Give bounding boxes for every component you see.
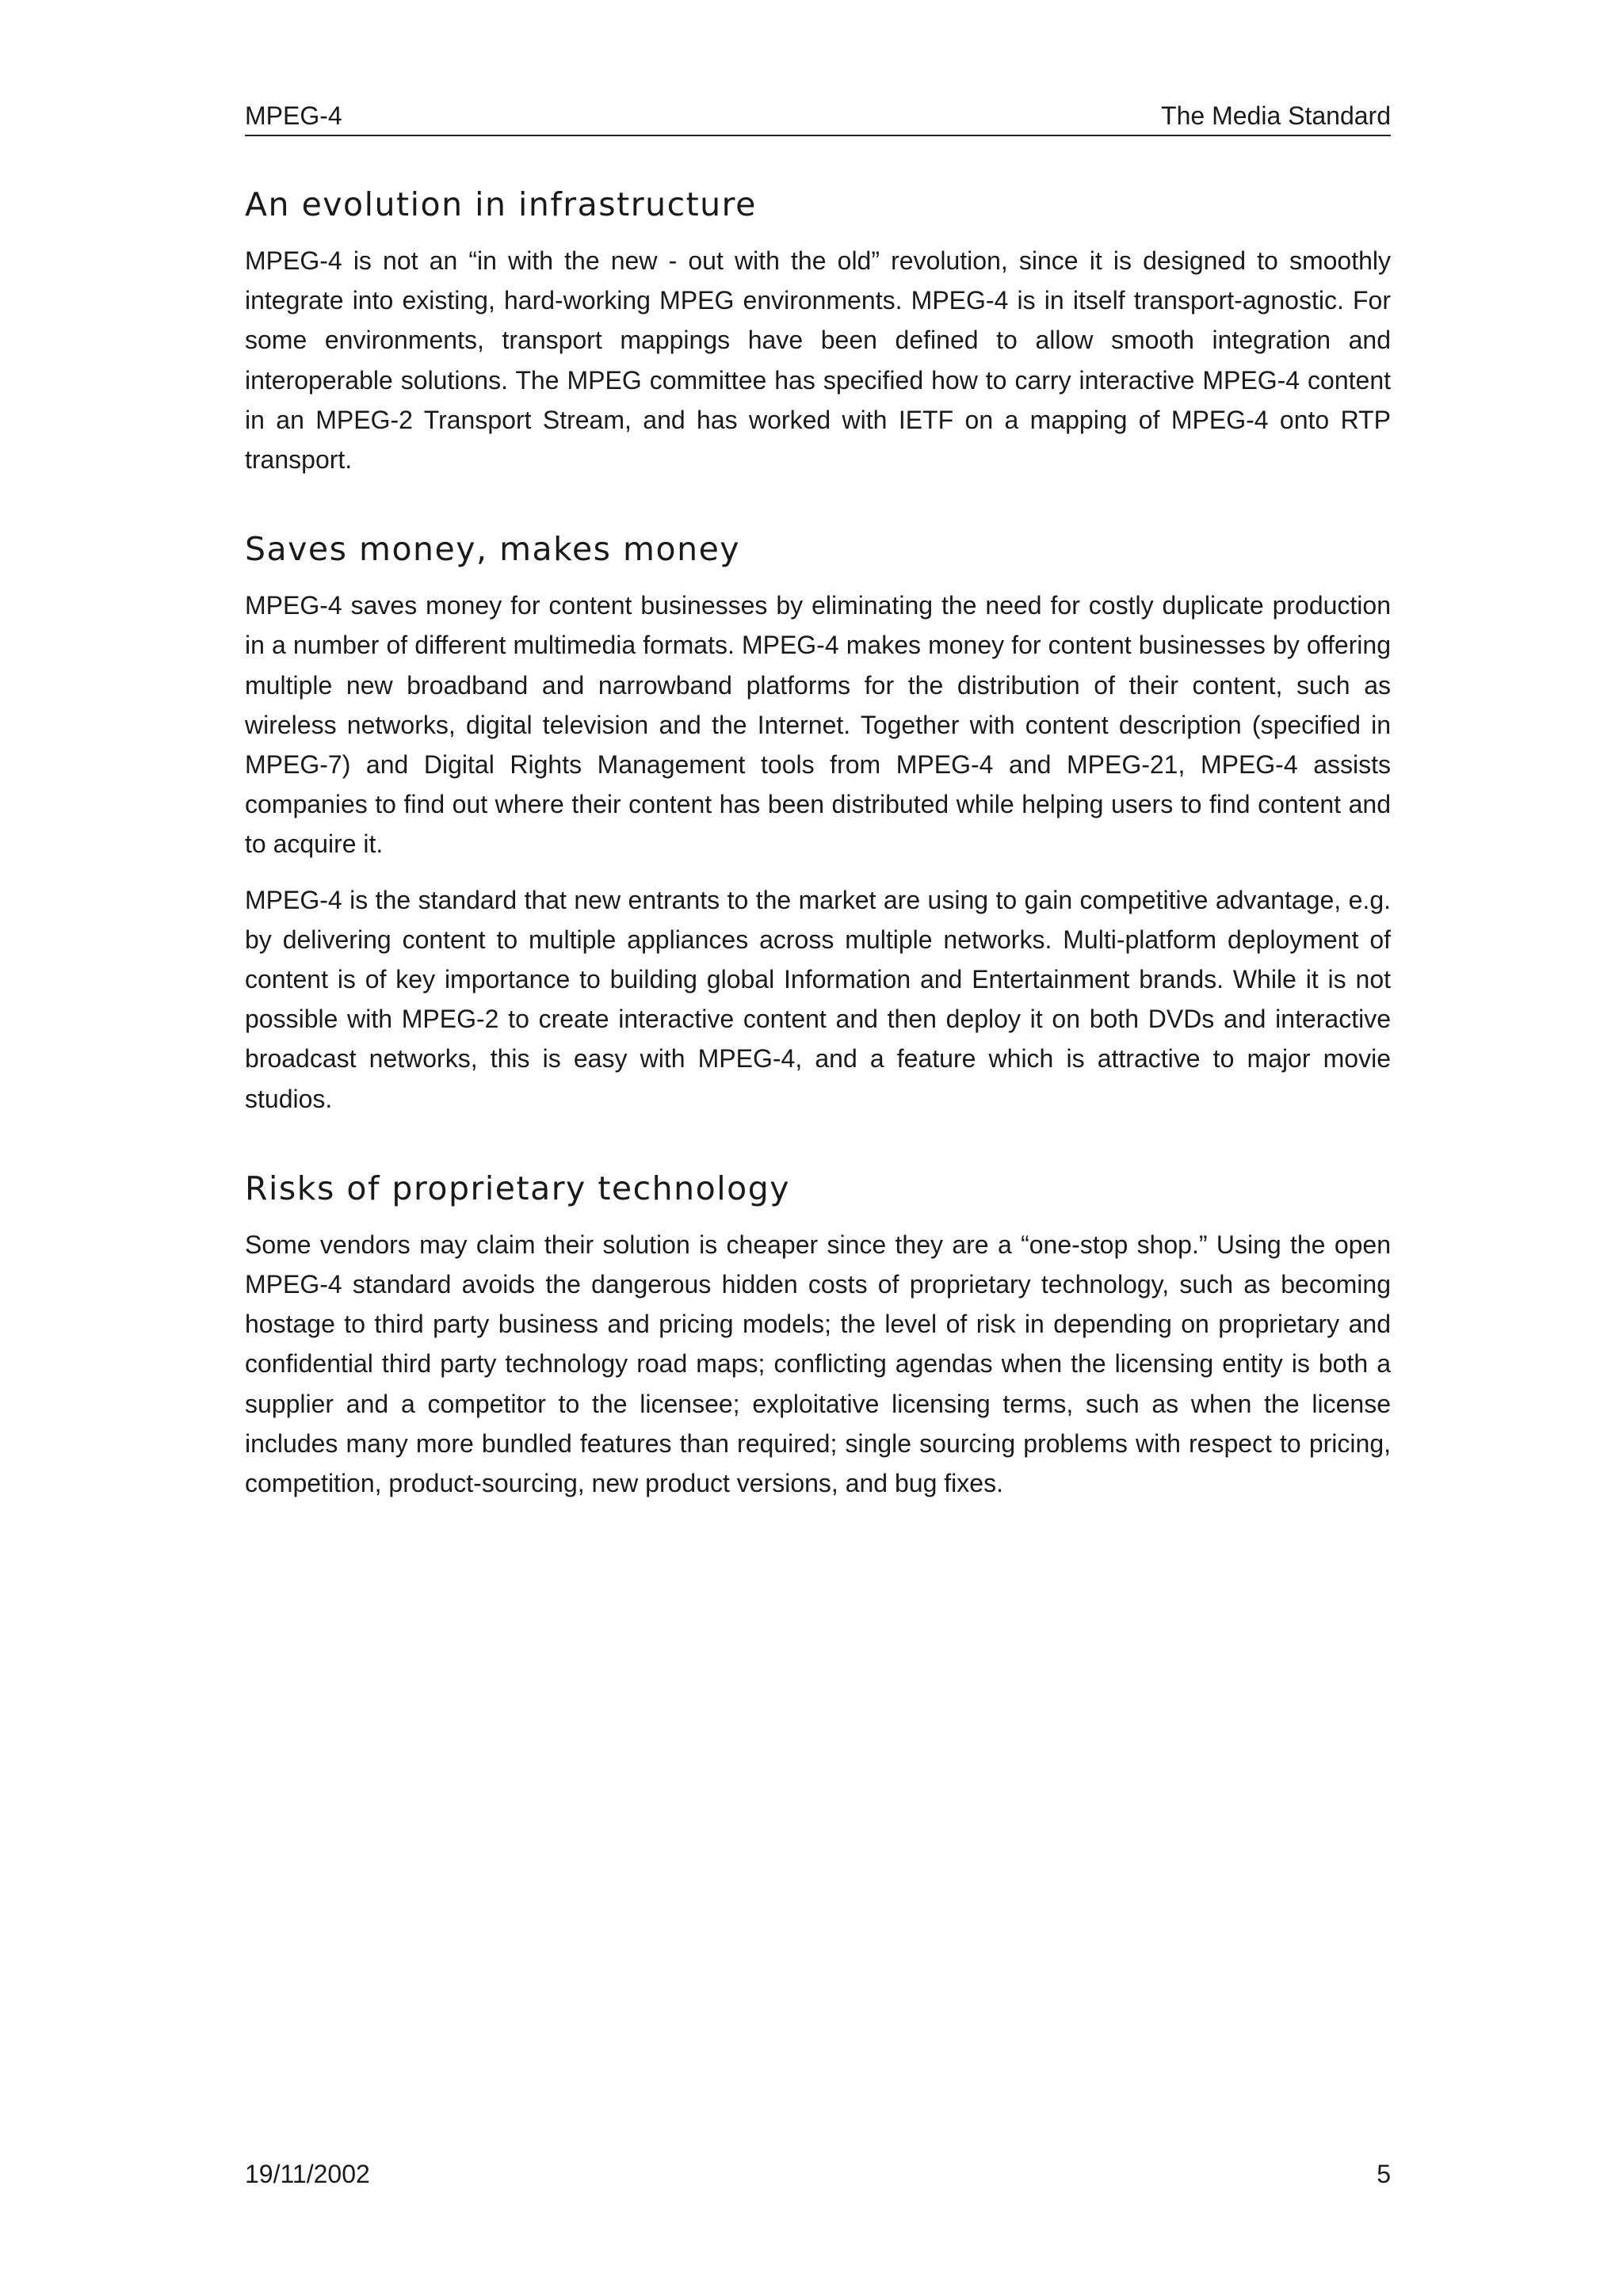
section-heading: Risks of proprietary technology [245,1169,791,1207]
running-header [245,97,1391,136]
document-body [245,184,1391,1503]
footer-date: 19/11/2002 [245,2160,370,2188]
section-evolution-infrastructure [245,184,1391,479]
header-left-title: MPEG-4 [245,101,342,130]
paragraph: Some vendors may claim their solution is cheaper since they are a “one-stop shop.” Using the open MPEG-4 standard avoids the dangerous hidden costs of proprietary technology, such as becoming hostage to third party business and pricing models; the level of risk in depending on proprietary and confidential third party technology road maps; conflicting agendas when the licensing entity is both a supplier and a competitor to the licensee; exploitative licensing terms, such as when the license includes many more bundled features than required; single sourcing problems with respect to pricing, competition, product-sourcing, new product versions, and bug fixes. [245,1230,1391,1498]
section-heading: An evolution in infrastructure [245,185,757,223]
section-proprietary-risks [245,1168,1391,1503]
paragraph: MPEG-4 is the standard that new entrants to the market are using to gain competitive advantage, e.g. by delivering content to multiple appliances across multiple networks. Multi-platform deployment of content is of key importance to building global Information and Entertainment brands. While it is not possible with MPEG-2 to create interactive content and then deploy it on both DVDs and interactive broadcast networks, this is easy with MPEG-4, and a feature which is attractive to major movie studios. [245,885,1391,1113]
page-number: 5 [1377,2160,1391,2188]
paragraph: MPEG-4 saves money for content businesses by eliminating the need for costly duplicate production in a number of different multimedia formats. MPEG-4 makes money for content businesses by offering multiple new broadband and narrowband platforms for the distribution of their content, such as wireless networks, digital television and the Internet. Together with content description (specified in MPEG-7) and Digital Rights Management tools from MPEG-4 and MPEG-21, MPEG-4 assists companies to find out where their content has been distributed while helping users to find content and to acquire it. [245,591,1391,859]
section-saves-money [245,528,1391,1119]
section-heading: Saves money, makes money [245,530,741,569]
header-right-title: The Media Standard [1161,101,1391,130]
running-footer [245,2158,1391,2190]
paragraph: MPEG-4 is not an “in with the new - out with the old” revolution, since it is designed to smoothly integrate into existing, hard-working MPEG environments. MPEG-4 is in itself transport-agnostic. For some environments, transport mappings have been defined to allow smooth integration and interoperable solutions. The MPEG committee has specified how to carry interactive MPEG-4 content in an MPEG-2 Transport Stream, and has worked with IETF on a mapping of MPEG-4 onto RTP transport. [245,246,1391,475]
